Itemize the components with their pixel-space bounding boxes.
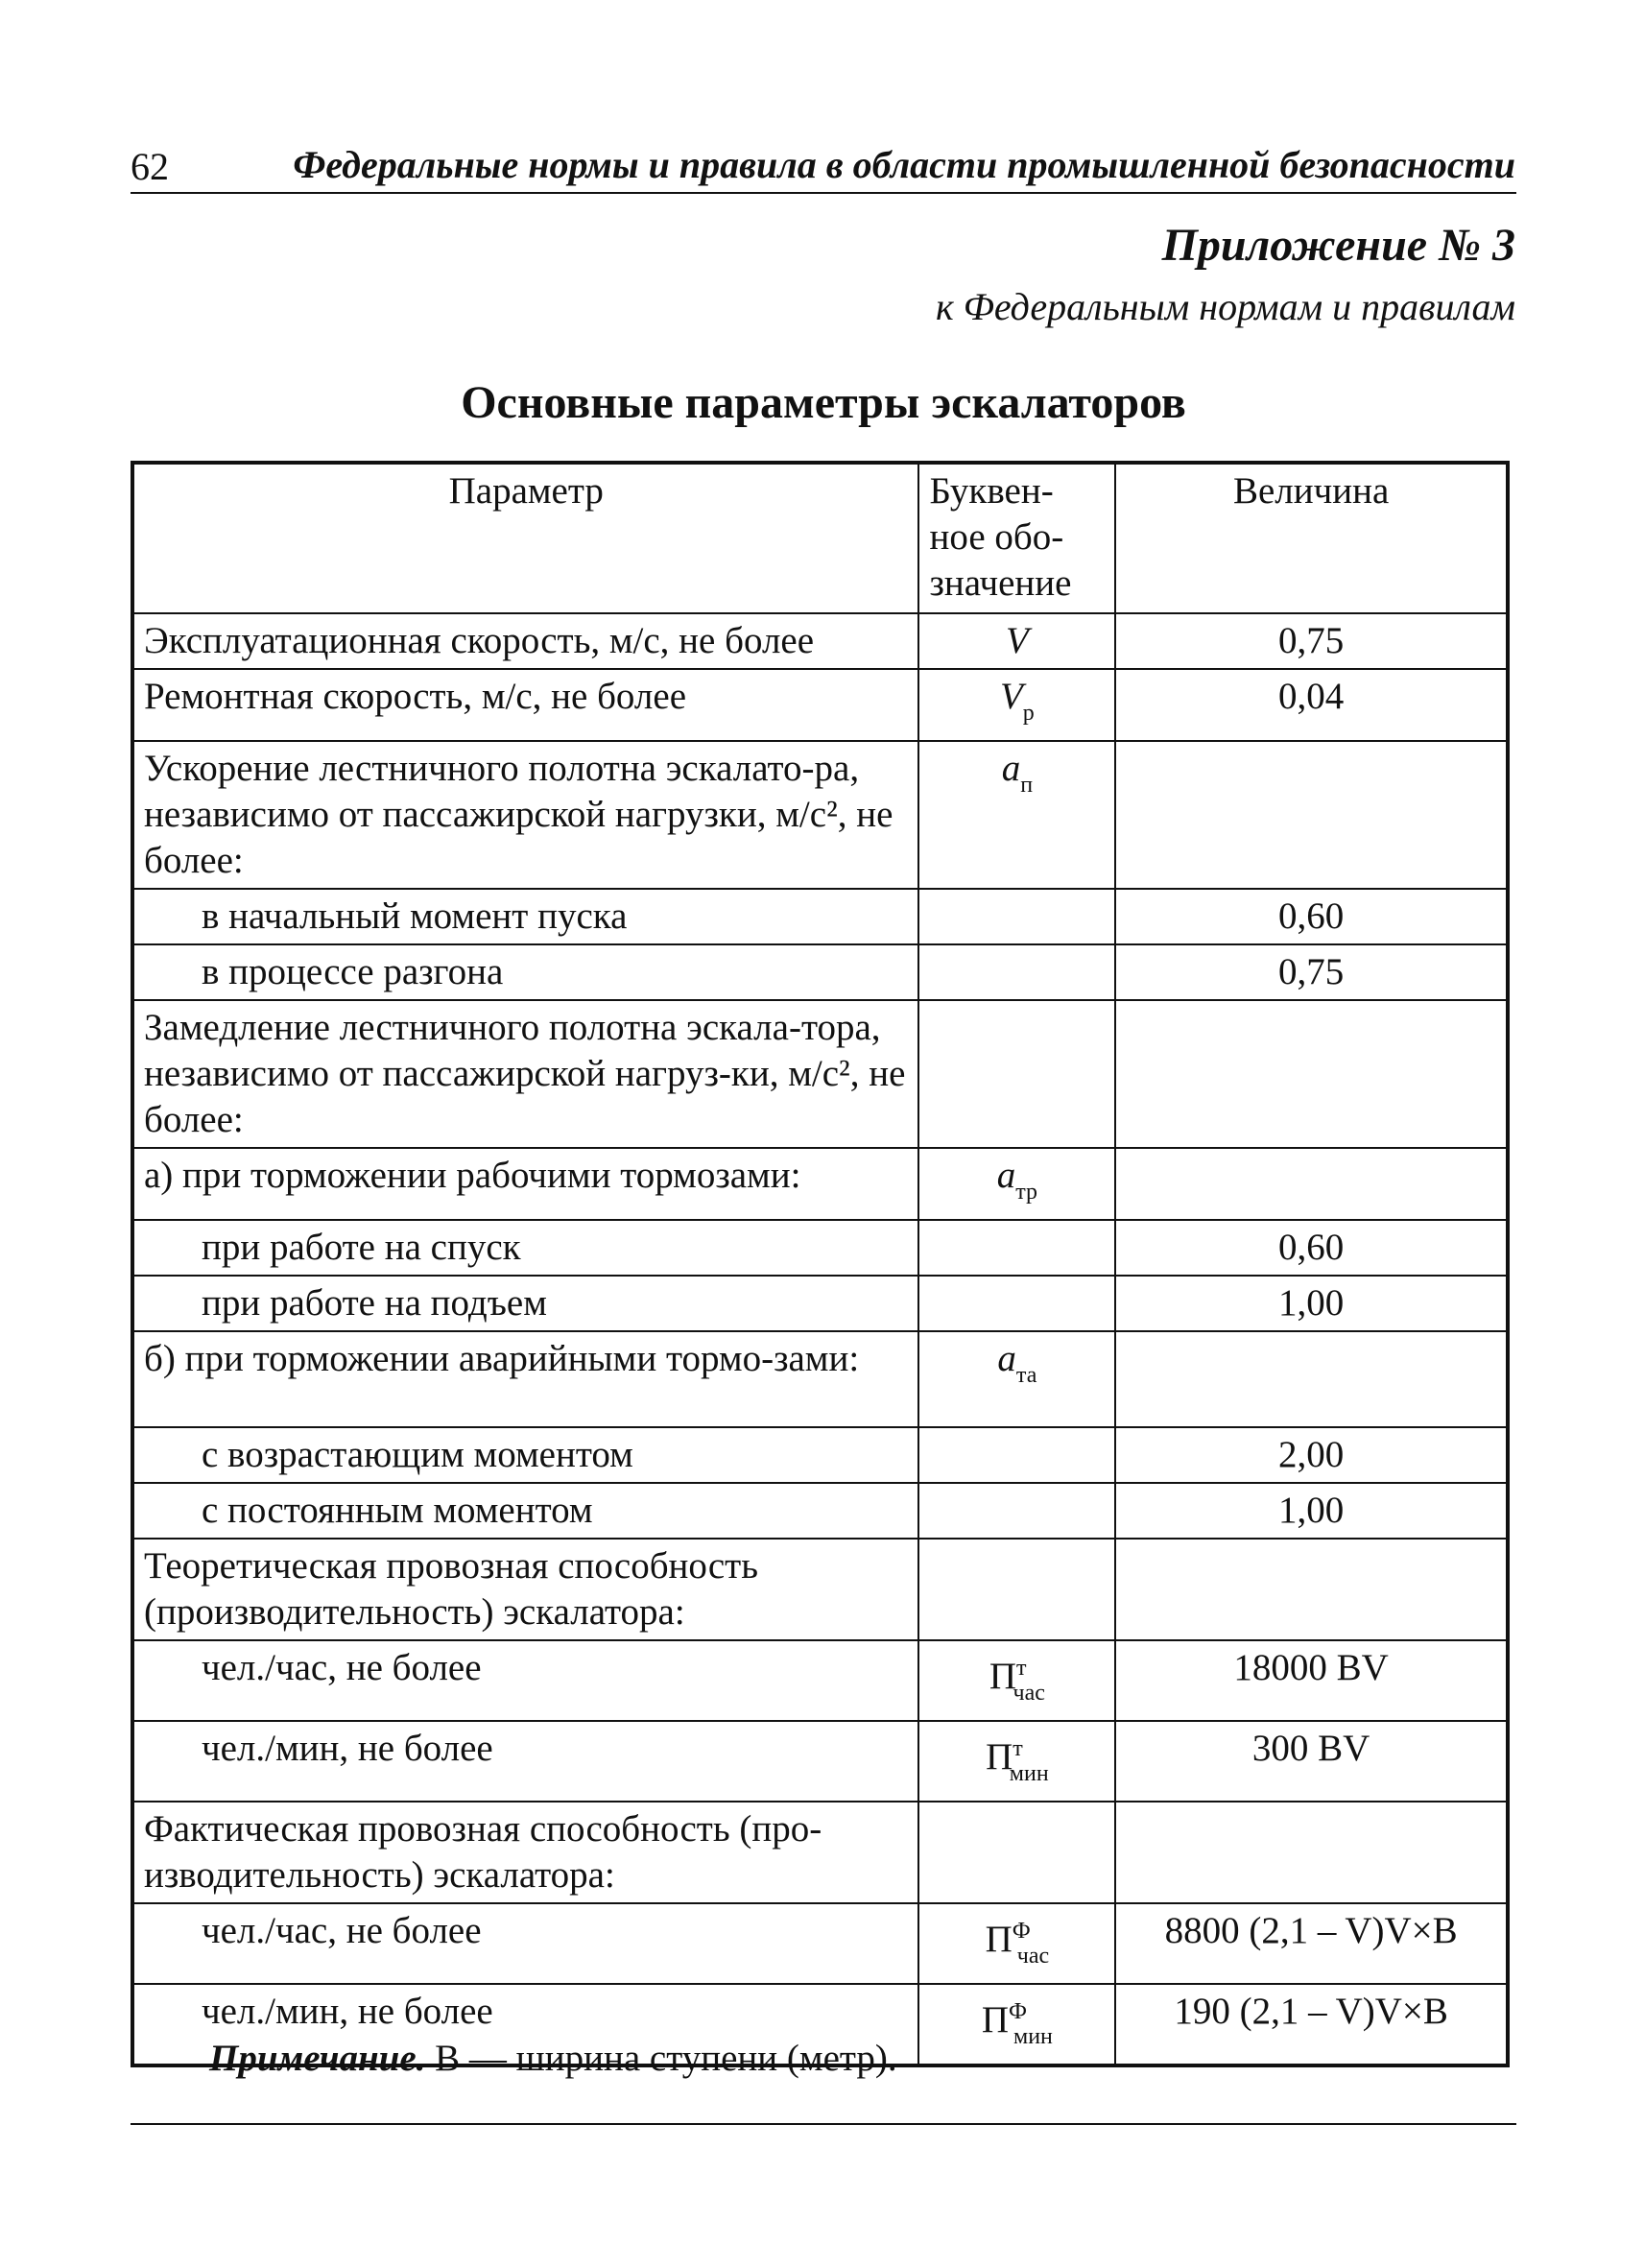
symbol-cell [918, 1000, 1115, 1148]
symbol-cell [918, 613, 1115, 669]
header-symbol-text: Буквен-ное обо-значение [929, 470, 1072, 604]
parameter-cell: чел./мин, не более [132, 1721, 918, 1802]
table-row [132, 1148, 1508, 1220]
value-cell [1115, 1148, 1508, 1220]
symbol-cell [918, 1802, 1115, 1903]
symbol-letter: V [1005, 620, 1029, 661]
table-body [132, 613, 1508, 2065]
symbol-letter: a [996, 1155, 1016, 1196]
symbol-letter: П [986, 1736, 1013, 1778]
symbol-letter: V [999, 676, 1023, 717]
symbol-superscript: т [1016, 1656, 1027, 1681]
running-header: Федеральные нормы и правила в области промышленной безопасности [293, 143, 1515, 186]
note-text: В — ширина ступени (метр). [425, 2038, 897, 2079]
symbol-cell [918, 1331, 1115, 1427]
symbol-subscript: час [1016, 1944, 1050, 1969]
header-value: Величина [1115, 463, 1508, 613]
symbol-cell [918, 741, 1115, 889]
value-cell: 0,04 [1115, 669, 1508, 741]
symbol-cell [918, 1220, 1115, 1276]
symbol-subscript: р [1022, 701, 1035, 726]
parameter-cell: чел./час, не более [132, 1903, 918, 1984]
note-label: Примечание. [209, 2038, 426, 2079]
table-row [132, 1331, 1508, 1427]
parameter-cell: чел./мин, не более [132, 1984, 918, 2065]
symbol-letter: П [989, 1656, 1017, 1697]
table-title: Основные параметры эскалаторов [461, 377, 1186, 428]
table-row [132, 1276, 1508, 1331]
symbol-cell [918, 889, 1115, 944]
table-row [132, 1220, 1508, 1276]
symbol-cell [918, 1640, 1115, 1721]
table-row [132, 1427, 1508, 1483]
symbol-cell [918, 1483, 1115, 1539]
parameter-cell: в процессе разгона [132, 944, 918, 1000]
symbol-cell [918, 1148, 1115, 1220]
symbol-superscript: Ф [1012, 1919, 1031, 1944]
header-rule [131, 192, 1516, 194]
parameter-cell: Фактическая провозная способность (про-изводительность) эскалатора: [132, 1802, 918, 1903]
symbol-subscript: час [1013, 1681, 1045, 1706]
symbol-subscript: тр [1015, 1180, 1038, 1205]
table-row [132, 1539, 1508, 1640]
parameter-cell: в начальный момент пуска [132, 889, 918, 944]
value-cell: 0,75 [1115, 944, 1508, 1000]
value-cell: 8800 (2,1 – V)V×B [1115, 1903, 1508, 1984]
symbol-superscript: т [1013, 1736, 1023, 1761]
parameters-table [131, 461, 1510, 2067]
value-cell [1115, 1539, 1508, 1640]
parameter-cell: Ремонтная скорость, м/с, не более [132, 669, 918, 741]
table-row [132, 1903, 1508, 1984]
header-symbol [918, 463, 1115, 613]
table-row [132, 1640, 1508, 1721]
parameter-cell: при работе на подъем [132, 1276, 918, 1331]
appendix-title: Приложение № 3 [1161, 220, 1515, 271]
appendix-subtitle: к Федеральным нормам и правилам [936, 285, 1515, 328]
parameter-cell: Ускорение лестничного полотна эскалато-ра, независимо от пассажирской нагрузки, м/с², не более: [132, 741, 918, 889]
parameter-cell: а) при торможении рабочими тормозами: [132, 1148, 918, 1220]
value-cell: 2,00 [1115, 1427, 1508, 1483]
parameter-cell: Эксплуатационная скорость, м/с, не более [132, 613, 918, 669]
symbol-cell [918, 1903, 1115, 1984]
symbol-letter: a [1001, 748, 1021, 789]
symbol-subscript: та [1015, 1363, 1037, 1388]
table-row [132, 1802, 1508, 1903]
page-number: 62 [131, 145, 169, 188]
parameter-cell: при работе на спуск [132, 1220, 918, 1276]
parameter-cell: б) при торможении аварийными тормо-зами: [132, 1331, 918, 1427]
header-parameter: Параметр [132, 463, 918, 613]
table-row [132, 1483, 1508, 1539]
parameter-cell: чел./час, не более [132, 1640, 918, 1721]
table-row [132, 669, 1508, 741]
value-cell: 1,00 [1115, 1276, 1508, 1331]
table-row [132, 1000, 1508, 1148]
value-cell [1115, 1802, 1508, 1903]
value-cell: 0,60 [1115, 889, 1508, 944]
value-cell [1115, 741, 1508, 889]
symbol-cell [918, 1276, 1115, 1331]
table-row [132, 741, 1508, 889]
symbol-letter: П [981, 1999, 1010, 2041]
symbol-cell [918, 1984, 1115, 2065]
note [209, 2037, 897, 2080]
symbol-superscript: Ф [1009, 1999, 1028, 2024]
table-row [132, 889, 1508, 944]
value-cell: 18000 BV [1115, 1640, 1508, 1721]
value-cell: 0,75 [1115, 613, 1508, 669]
table-row [132, 1721, 1508, 1802]
table-row [132, 613, 1508, 669]
symbol-cell [918, 669, 1115, 741]
symbol-subscript: мин [1013, 2024, 1053, 2049]
symbol-subscript: мин [1009, 1761, 1049, 1786]
parameter-cell: с постоянным моментом [132, 1483, 918, 1539]
value-cell: 300 BV [1115, 1721, 1508, 1802]
value-cell [1115, 1000, 1508, 1148]
symbol-subscript: п [1020, 773, 1034, 798]
symbol-cell [918, 944, 1115, 1000]
value-cell: 1,00 [1115, 1483, 1508, 1539]
parameter-cell: Замедление лестничного полотна эскала-тора, независимо от пассажирской нагруз-ки, м/с², не более: [132, 1000, 918, 1148]
symbol-letter: П [985, 1919, 1013, 1960]
parameter-cell: с возрастающим моментом [132, 1427, 918, 1483]
symbol-cell [918, 1539, 1115, 1640]
parameter-cell: Теоретическая провозная способность (производительность) эскалатора: [132, 1539, 918, 1640]
table-row [132, 944, 1508, 1000]
symbol-letter: a [997, 1338, 1016, 1379]
value-cell: 0,60 [1115, 1220, 1508, 1276]
footer-rule [131, 2123, 1516, 2125]
value-cell: 190 (2,1 – V)V×B [1115, 1984, 1508, 2065]
table-header-row [132, 463, 1508, 613]
value-cell [1115, 1331, 1508, 1427]
symbol-cell [918, 1427, 1115, 1483]
symbol-cell [918, 1721, 1115, 1802]
